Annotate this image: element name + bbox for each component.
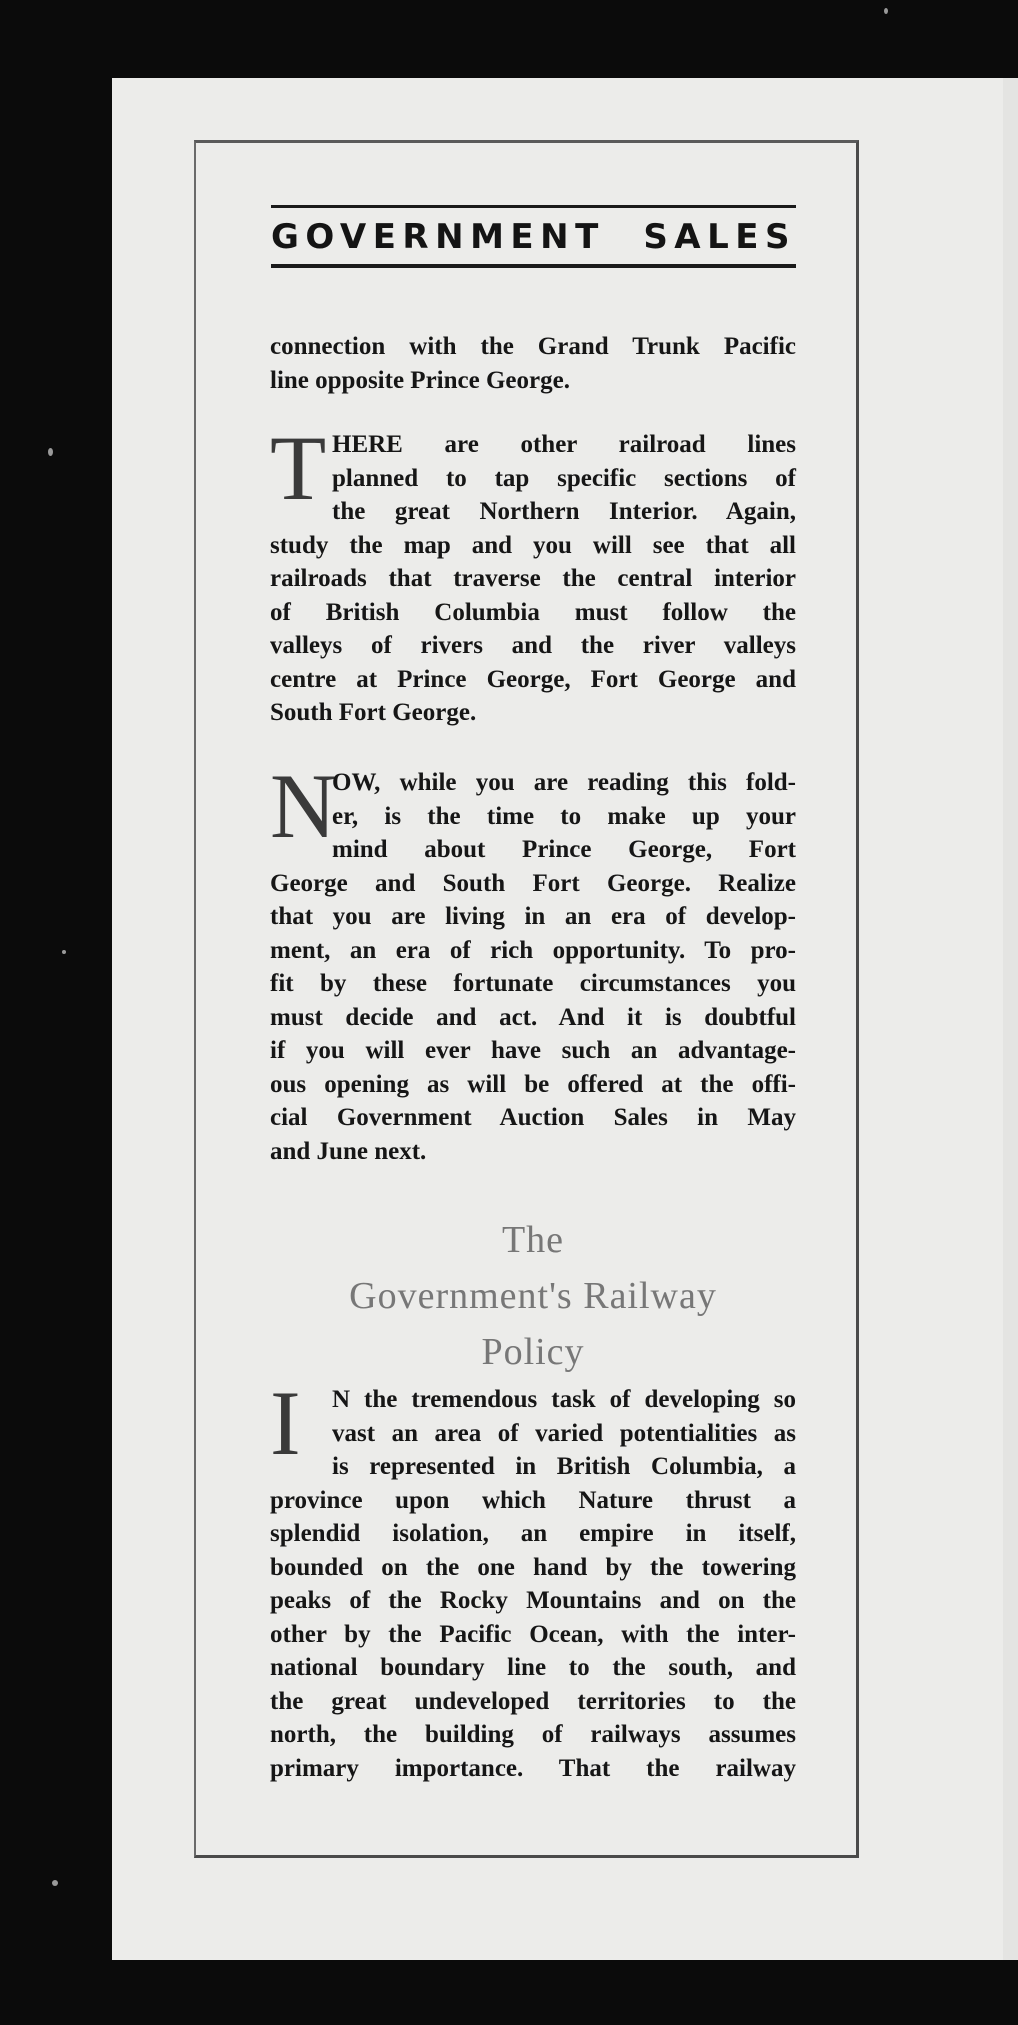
text-line: cial Government Auction Sales in May xyxy=(270,1104,796,1131)
text-line: planned to tap specific sections of xyxy=(332,464,796,492)
text-line: peaks of the Rocky Mountains and on the xyxy=(270,1587,796,1614)
scan-speck xyxy=(52,1880,58,1886)
heading-line: The xyxy=(501,1219,565,1261)
header-rule-top xyxy=(271,205,796,208)
text-line: north, the building of railways assumes xyxy=(270,1721,796,1748)
paragraph-4 xyxy=(270,1372,796,1785)
text-line: splendid isolation, an empire in itself, xyxy=(270,1520,796,1547)
drop-cap: I xyxy=(270,1372,301,1474)
header-word: SALES xyxy=(643,217,796,257)
text-line: national boundary line to the south, and xyxy=(270,1654,796,1681)
text-line: primary importance. That the railway xyxy=(270,1754,796,1782)
paragraph-1 xyxy=(270,330,796,397)
paragraph-2 xyxy=(270,417,796,730)
text-line: vast an area of varied potentialities as xyxy=(332,1419,796,1447)
scan-speck xyxy=(48,448,53,456)
text-line: er, is the time to make up your xyxy=(332,802,796,830)
text-line: that you are living in an era of develop- xyxy=(270,903,796,930)
section-heading xyxy=(270,1212,796,1380)
scan-speck xyxy=(884,8,888,14)
text-line: centre at Prince George, Fort George and xyxy=(270,665,796,693)
text-line: valleys of rivers and the river valleys xyxy=(270,632,796,659)
page-header xyxy=(271,212,796,262)
text-line: province upon which Nature thrust a xyxy=(270,1486,796,1514)
header-word: GOVERNMENT xyxy=(271,217,605,257)
heading-line: Policy xyxy=(481,1331,585,1373)
scan-speck xyxy=(62,950,66,954)
text-line: study the map and you will see that all xyxy=(270,531,796,559)
drop-cap: N xyxy=(270,755,337,857)
text-line: South Fort George. xyxy=(270,699,477,726)
text-line: connection with the Grand Trunk Pacific xyxy=(270,333,796,360)
header-rule-bottom xyxy=(271,264,796,268)
text-line: HERE are other railroad lines xyxy=(332,431,796,458)
text-line: N the tremendous task of developing so xyxy=(332,1386,796,1413)
paragraph-3 xyxy=(270,755,796,1168)
heading-line: Government's Railway xyxy=(349,1275,717,1317)
text-line: is represented in British Columbia, a xyxy=(332,1453,796,1480)
text-line: must decide and act. And it is doubtful xyxy=(270,1003,796,1031)
text-line: other by the Pacific Ocean, with the inter- xyxy=(270,1620,796,1648)
paper-edge xyxy=(1003,78,1018,1960)
text-line: OW, while you are reading this fold- xyxy=(332,769,796,796)
text-line: the great Northern Interior. Again, xyxy=(332,498,796,525)
text-line: the great undeveloped territories to the xyxy=(270,1687,796,1715)
text-line: if you will ever have such an advantage- xyxy=(270,1037,796,1064)
drop-cap: T xyxy=(270,417,327,519)
text-line: mind about Prince George, Fort xyxy=(332,836,796,863)
text-line: ment, an era of rich opportunity. To pro- xyxy=(270,936,796,964)
text-line: and June next. xyxy=(270,1137,427,1165)
text-line: fit by these fortunate circumstances you xyxy=(270,970,796,997)
text-line: bounded on the one hand by the towering xyxy=(270,1553,796,1581)
text-line: railroads that traverse the central interior xyxy=(270,565,796,592)
text-line: line opposite Prince George. xyxy=(270,366,570,394)
text-line: ous opening as will be offered at the offi- xyxy=(270,1070,796,1098)
text-line: George and South Fort George. Realize xyxy=(270,869,796,897)
text-line: of British Columbia must follow the xyxy=(270,598,796,626)
